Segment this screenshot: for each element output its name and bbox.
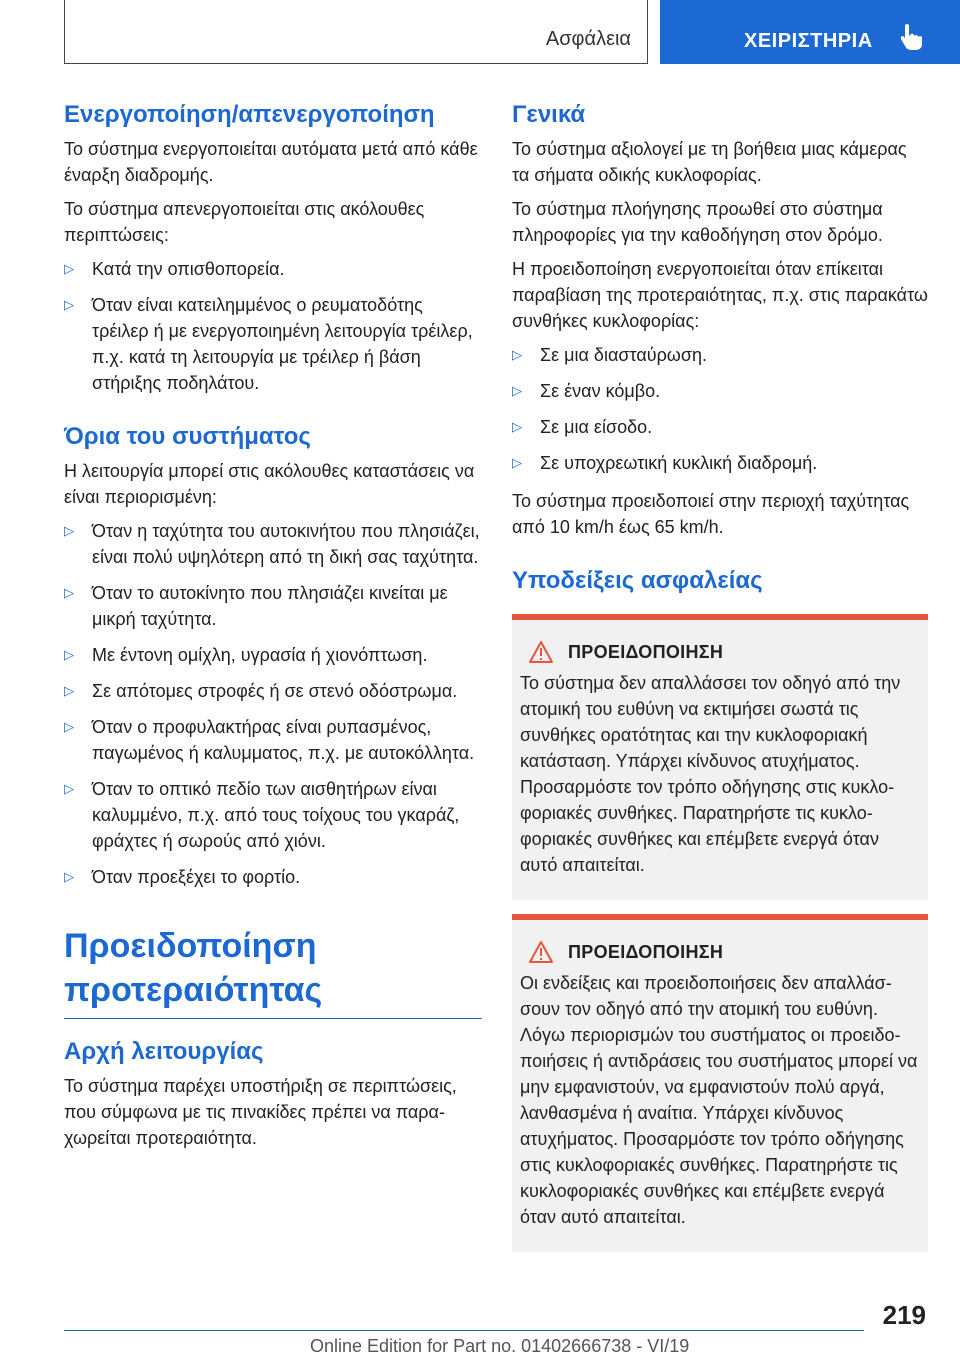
paragraph: Το σύστημα αξιολογεί με τη βοήθεια μιας κάμερας τα σήματα οδικής κυκλοφορίας. (512, 139, 907, 185)
header-chapter-tab (660, 0, 960, 64)
warning-text: Οι ενδείξεις και προειδοποιήσεις δεν απαλλάσσουν τον οδηγό από την ατομική του ευθύνη. Λόγω περιορισμών του συστήματος οι προειδοποιήσεις ή αντιδράσεις του συστήματος μπορεί να μην εμφανιστούν, να εμφανιστούν πολύ αργά, λανθασμένα ή αναίτια. Υπάρχει κίνδυνος ατυχήματος. Προσαρμόστε τον τρόπο οδήγησης στις κυκλοφοριακές συνθήκες. Παρατηρήστε τις κυκλοφοριακές συνθήκες και επέμβετε ενεργά όταν αυτό απαιτείται. (520, 973, 918, 1227)
warning-header (520, 640, 920, 664)
bullet-triangle-icon: ▷ (64, 781, 74, 796)
warning-triangle-icon (528, 640, 554, 664)
bullet-list (64, 256, 482, 396)
bullet-triangle-icon: ▷ (64, 647, 74, 662)
chapter-title-line-2: προτεραιότητας (64, 971, 323, 1009)
warning-box (512, 614, 928, 900)
bullet-triangle-icon: ▷ (64, 261, 74, 276)
list-item: ▷ Σε μια διασταύρωση. (512, 342, 928, 368)
warning-text: Το σύστημα δεν απαλλάσσει τον οδηγό από την ατομική του ευθύνη να εκτιμήσει σωστά τις συνθήκες ορατότητας και την κυκλοφοριακή κατάσταση. Υπάρχει κίνδυνος ατυχήματος. Προσαρμόστε τον τρόπο οδήγησης στις κυκλοφοριακές συνθήκες. Παρατηρήστε τις κυκλοφοριακές συνθήκες και επέμβετε ενεργά όταν αυτό απαιτείται. (520, 673, 901, 875)
paragraph: Το σύστημα προειδοποιεί στην περιοχή ταχύτητας από 10 km/h έως 65 km/h. (512, 491, 910, 537)
warning-title: ΠΡΟΕΙΔΟΠΟΙΗΣΗ (568, 641, 724, 662)
list-item: ▷ Κατά την οπισθοπορεία. (64, 256, 482, 282)
bullet-triangle-icon: ▷ (64, 523, 74, 538)
page-number: 219 (882, 1300, 926, 1330)
pointing-hand-icon (896, 22, 926, 52)
list-item: ▷ Όταν προεξέχει το φορτίο. (64, 864, 482, 890)
paragraph: Το σύστημα παρέχει υποστήριξη σε περιπτώσεις, που σύμφωνα με τις πινακίδες πρέπει να παραχωρείται προτεραιότητα. (64, 1076, 457, 1148)
paragraph: Το σύστημα ενεργοποιείται αυτόματα μετά από κάθε έναρξη διαδρομής. (64, 139, 478, 185)
bullet-triangle-icon: ▷ (512, 347, 522, 362)
section-title-principle: Αρχή λειτουργίας (64, 1038, 264, 1065)
paragraph: Η προειδοποίηση ενεργοποιείται όταν επίκειται παραβίαση της προτεραιότητας, π.χ. στις παρακάτω συνθήκες κυκλοφορίας: (512, 259, 928, 331)
header-section-box (64, 0, 648, 64)
right-column (512, 100, 928, 1252)
list-item: ▷ Σε απότομες στροφές ή σε στενό οδόστρωμα. (64, 678, 482, 704)
list-item: ▷ Όταν το οπτικό πεδίο των αισθητήρων είναι καλυμμένο, π.χ. από τους τοίχους του γκαράζ, φράχτες ή σωρούς από χιόνι. (64, 776, 482, 854)
bullet-triangle-icon: ▷ (64, 297, 74, 312)
paragraph: Το σύστημα απενεργοποιείται στις ακόλουθες περιπτώσεις: (64, 199, 425, 245)
bullet-triangle-icon: ▷ (512, 383, 522, 398)
list-item: ▷ Όταν είναι κατειλημμένος ο ρευματοδότης τρέιλερ ή με ενεργοποιημένη λειτουργία τρέιλερ, π.χ. κατά τη λειτουργία με τρέιλερ ή βάση στήριξης ποδηλάτου. (64, 292, 482, 396)
bullet-triangle-icon: ▷ (512, 455, 522, 470)
section-title-activation: Ενεργοποίηση/απενεργοποίηση (64, 101, 435, 128)
paragraph: Η λειτουργία μπορεί στις ακόλουθες καταστάσεις να είναι περιορισμένη: (64, 461, 475, 507)
warning-triangle-icon (528, 940, 554, 964)
bullet-triangle-icon: ▷ (64, 585, 74, 600)
warning-header (520, 940, 920, 964)
bullet-triangle-icon: ▷ (512, 419, 522, 434)
warning-box (512, 914, 928, 1252)
paragraph: Το σύστημα πλοήγησης προωθεί στο σύστημα πληροφορίες για την καθοδήγηση στον δρόμο. (512, 199, 883, 245)
list-item: ▷ Όταν το αυτοκίνητο που πλησιάζει κινείται με μικρή ταχύτητα. (64, 580, 482, 632)
chapter-title-rule (64, 1018, 482, 1019)
section-title-general: Γενικά (512, 101, 586, 128)
left-column (64, 100, 482, 1159)
list-item: ▷ Σε μια είσοδο. (512, 414, 928, 440)
chapter-title-line-1: Προειδοποίηση (64, 927, 317, 965)
section-title-system-limits: Όρια του συστήματος (64, 423, 311, 450)
bullet-list (512, 342, 928, 476)
warning-title: ΠΡΟΕΙΔΟΠΟΙΗΣΗ (568, 941, 724, 962)
bullet-triangle-icon: ▷ (64, 683, 74, 698)
bullet-list (64, 518, 482, 890)
header-section-title: Ασφάλεια (545, 28, 631, 50)
footer-rule (64, 1330, 864, 1331)
section-title-safety-notes: Υποδείξεις ασφαλείας (512, 567, 763, 594)
bullet-triangle-icon: ▷ (64, 869, 74, 884)
footer-edition: Online Edition for Part no. 01402666738 - VI/19 (310, 1336, 690, 1356)
list-item: ▷ Σε υποχρεωτική κυκλική διαδρομή. (512, 450, 928, 476)
list-item: ▷ Σε έναν κόμβο. (512, 378, 928, 404)
header-chapter-title: ΧΕΙΡΙΣΤΗΡΙΑ (744, 30, 873, 52)
list-item: ▷ Με έντονη ομίχλη, υγρασία ή χιονόπτωση. (64, 642, 482, 668)
bullet-triangle-icon: ▷ (64, 719, 74, 734)
list-item: ▷ Όταν ο προφυλακτήρας είναι ρυπασμένος, παγωμένος ή καλυμματος, π.χ. με αυτοκόλλητα. (64, 714, 482, 766)
list-item: ▷ Όταν η ταχύτητα του αυτοκινήτου που πλησιάζει, είναι πολύ υψηλότερη από τη δική σας ταχύτητα. (64, 518, 482, 570)
